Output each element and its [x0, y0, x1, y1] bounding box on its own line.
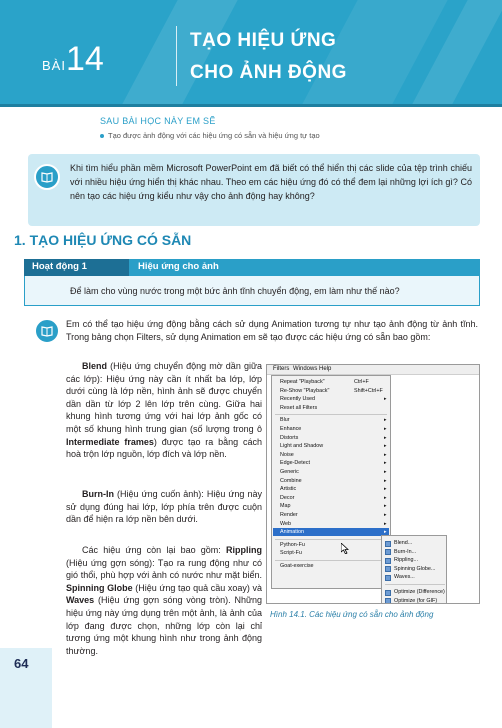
- lesson-title-line2: CHO ẢNH ĐỘNG: [190, 62, 347, 83]
- menu-separator: [275, 539, 387, 540]
- filter-icon: [385, 575, 391, 581]
- menu-item[interactable]: Artistic: [280, 486, 297, 493]
- submenu-item[interactable]: Spinning Globe...: [394, 565, 436, 572]
- submenu-arrow-icon: ▸: [384, 520, 387, 527]
- submenu-arrow-icon: ▸: [384, 443, 387, 450]
- term-rippling: Rippling: [226, 545, 262, 555]
- menu-item[interactable]: Web: [280, 520, 291, 527]
- submenu-item[interactable]: Blend...: [394, 540, 413, 546]
- menu-shortcut: Shift+Ctrl+F: [354, 387, 383, 394]
- menu-shortcut: Ctrl+F: [354, 379, 369, 385]
- menu-item[interactable]: Reset all Filters: [280, 404, 318, 411]
- filter-icon: [385, 558, 391, 564]
- menu-item[interactable]: Edge-Detect: [280, 460, 310, 467]
- menu-separator: [275, 414, 387, 415]
- menu-filters[interactable]: Filters: [273, 366, 290, 372]
- cursor-icon: [341, 543, 349, 554]
- menu-item[interactable]: Noise: [280, 451, 294, 458]
- banner-stripe: [122, 0, 237, 104]
- body-intro: Em có thể tạo hiệu ứng động bằng cách sử dụng Animation tương tự như tạo ảnh động từ ảnh tĩnh. Trong bảng chọn Filters, sử dụng Animation em sẽ tạo được các hiệu ứng có sẵn bao gồm:: [66, 319, 478, 342]
- paragraph-text: (Hiệu ứng gợn sóng): Tạo ra rung động như có gió thổi, phù hợp với ảnh có nước như mặt biển.: [66, 557, 262, 581]
- menu-item[interactable]: Generic: [280, 469, 299, 475]
- menubar: [267, 365, 480, 375]
- figure-screenshot: [266, 364, 480, 604]
- menu-item[interactable]: Combine: [280, 477, 302, 484]
- submenu-arrow-icon: ▸: [384, 477, 387, 484]
- book-icon: [34, 164, 60, 190]
- menu-windows[interactable]: Windows: [293, 366, 318, 372]
- bullet-icon: [100, 134, 104, 138]
- submenu-arrow-icon: ▸: [384, 451, 387, 458]
- filter-icon: [385, 590, 391, 596]
- paragraph-blend: [66, 360, 262, 461]
- term-blend: Blend: [82, 361, 108, 371]
- submenu-arrow-icon: ▸: [384, 426, 387, 432]
- activity-name: Hiệu ứng cho ảnh: [138, 261, 219, 272]
- activity-question: Để làm cho vùng nước trong một bức ảnh tĩnh chuyển động, em làm như thế nào?: [70, 286, 400, 296]
- menu-item[interactable]: Re-Show "Playback": [280, 387, 330, 394]
- menu-item[interactable]: Distorts: [280, 434, 299, 441]
- filter-icon: [385, 566, 391, 572]
- menu-item[interactable]: Light and Shadow: [280, 443, 324, 450]
- submenu-arrow-icon: ▸: [384, 486, 387, 493]
- term-intermediate-frames: Intermediate frames: [66, 436, 154, 447]
- menu-item[interactable]: Decor: [280, 494, 295, 501]
- term-burn-in: Burn-In: [82, 489, 114, 499]
- menu-item[interactable]: Repeat "Playback": [280, 379, 325, 385]
- goals-item: [100, 131, 320, 140]
- submenu-arrow-icon: ▸: [384, 512, 387, 518]
- paragraph-burn-in: [66, 488, 262, 526]
- submenu-item[interactable]: Waves...: [394, 574, 415, 581]
- submenu-arrow-icon: ▸: [384, 503, 387, 510]
- menu-item[interactable]: Blur: [280, 417, 290, 424]
- submenu-arrow-icon: ▸: [384, 494, 387, 501]
- goals-heading: SAU BÀI HỌC NÀY EM SẼ: [100, 116, 216, 126]
- term-waves: Waves: [66, 595, 95, 606]
- submenu-arrow-icon: ▸: [384, 460, 387, 467]
- paragraph-text: Các hiệu ứng còn lại bao gồm:: [82, 545, 226, 555]
- lesson-banner: [0, 0, 502, 104]
- term-spinning-globe: Spinning Globe: [66, 582, 133, 593]
- submenu-item[interactable]: Optimize (Difference): [394, 589, 445, 595]
- menu-help[interactable]: Help: [319, 366, 332, 372]
- lesson-label: BÀI: [42, 58, 66, 73]
- filters-menu: [271, 375, 391, 589]
- submenu-arrow-icon: ▸: [384, 529, 387, 536]
- page-number: 64: [14, 656, 29, 671]
- paragraph-text: (Hiệu ứng cuốn ảnh): Hiệu ứng này sử dụng đúng hai lớp, lớp phía trên được cuộn dần để hiện ra lớp nền bên dưới.: [66, 489, 262, 525]
- menu-item[interactable]: Recently Used: [280, 396, 316, 403]
- submenu-arrow-icon: ▸: [384, 434, 387, 441]
- submenu-item[interactable]: Burn-In...: [394, 548, 417, 555]
- paragraph-text: (Hiệu ứng gợn sóng vòng tròn). Những hiệu ứng này ứng dụng trên một ảnh, là ảnh của lớp đang được chọn, những lớp còn lại chỉ tương ứng một khung hình như trong ảnh động thường.: [66, 595, 262, 656]
- filter-icon: [385, 541, 391, 547]
- paragraph-text: ) được tạo ra bằng cách hoà trộn lớp nguồn, lớp đích và lớp nền.: [66, 436, 262, 460]
- menu-item[interactable]: Map: [280, 503, 291, 510]
- paragraph-others: [66, 544, 262, 657]
- filter-icon: [385, 549, 391, 555]
- submenu-arrow-icon: ▸: [384, 396, 387, 403]
- paragraph-text: (Hiệu ứng tạo quả cầu xoay) và: [132, 582, 262, 593]
- menu-separator: [385, 584, 445, 585]
- submenu-arrow-icon: ▸: [384, 417, 387, 424]
- menu-item[interactable]: Python-Fu: [280, 541, 305, 548]
- submenu-item[interactable]: Rippling...: [394, 557, 418, 564]
- menu-item[interactable]: Enhance: [280, 426, 302, 432]
- banner-divider: [176, 26, 177, 86]
- figure-caption: Hình 14.1. Các hiệu ứng có sẵn cho ảnh động: [270, 610, 434, 619]
- paragraph-text: (Hiệu ứng chuyển động mờ dần giữa các lớp): Hiệu ứng này cần ít nhất ba lớp, lớp dưới cùng là lớp nền, hình ảnh sẽ được chuyển dần dần từ lớp 2 lên lớp trên cùng. Giữa hai khung hình tương ứng với hai lớp ảnh gốc có một số khung hình trung gian (số lượng trong ô: [66, 361, 262, 434]
- menu-item[interactable]: Script-Fu: [280, 550, 302, 557]
- section-title: 1. TẠO HIỆU ỨNG CÓ SẴN: [14, 232, 192, 248]
- lesson-number: 14: [66, 40, 104, 78]
- activity-label: Hoạt động 1: [32, 261, 87, 272]
- intro-text: Khi tìm hiểu phần mềm Microsoft PowerPoint em đã biết có thể hiển thị các slide của tệp trình chiếu với nhiều hiệu ứng hiển thị khác nhau. Theo em các hiệu ứng đó có thể đem lại những lợi ích gì? Có nên tạo các hiệu ứng kiểu như vậy cho ảnh động hay không?: [70, 163, 472, 201]
- submenu-item[interactable]: Optimize (for GIF): [394, 597, 438, 604]
- submenu-arrow-icon: ▸: [384, 469, 387, 475]
- filter-icon: [385, 598, 391, 604]
- animation-submenu: [381, 535, 447, 604]
- banner-bottom-bar: [0, 104, 502, 107]
- menu-item[interactable]: Goat-exercise: [280, 563, 314, 569]
- goals-item-text: Tạo được ảnh động với các hiệu ứng có sẵn và hiệu ứng tự tạo: [108, 131, 320, 140]
- book-icon: [34, 318, 60, 344]
- menu-separator: [275, 560, 387, 561]
- menu-item[interactable]: Animation: [280, 529, 304, 536]
- lesson-title-line1: TẠO HIỆU ỨNG: [190, 30, 337, 51]
- menu-item[interactable]: Render: [280, 512, 298, 518]
